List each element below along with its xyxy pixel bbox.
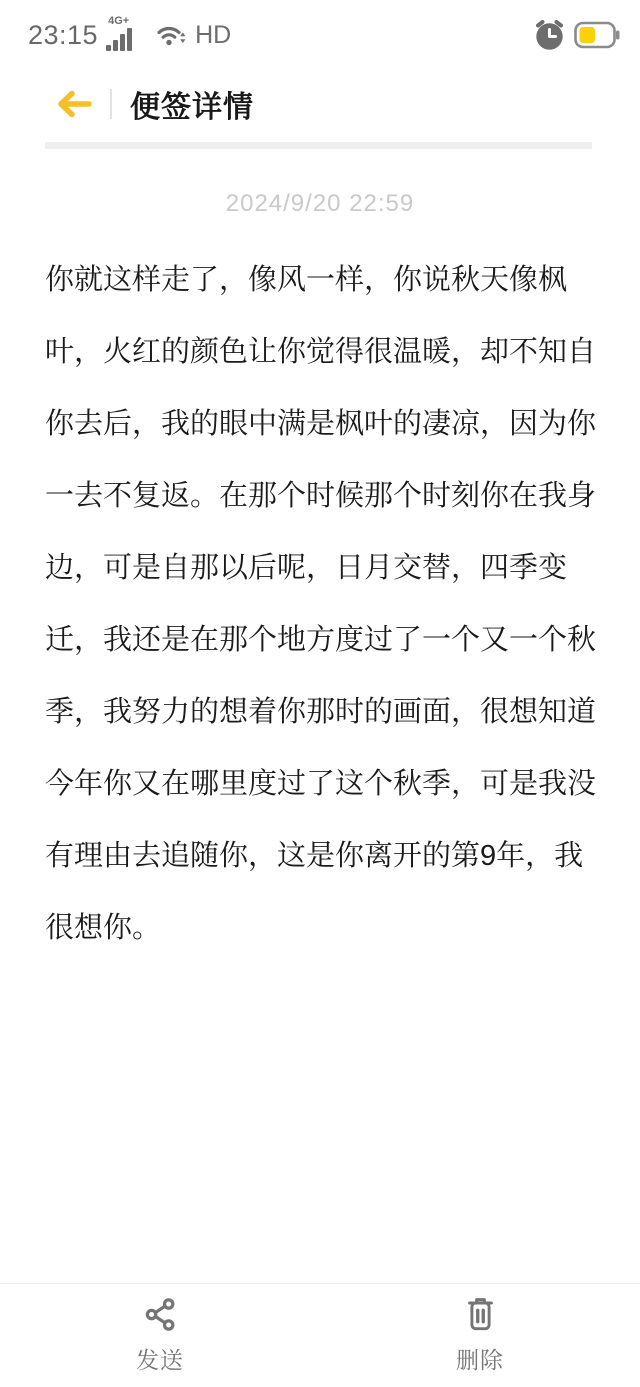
note-body[interactable] <box>45 244 605 964</box>
alarm-icon <box>532 19 567 52</box>
note-line: 迁，我还是在那个地方度过了一个又一个秋 <box>45 624 597 656</box>
note-line: 有理由去追随你，这是你离开的第9年，我 <box>45 840 584 872</box>
send-label: 发送 <box>136 1347 184 1373</box>
note-timestamp: 2024/9/20 22:59 <box>225 190 415 217</box>
note-line: 今年你又在哪里度过了这个秋季，可是我没 <box>45 768 597 800</box>
note-line: 叶，火红的颜色让你觉得很温暖，却不知自 <box>45 336 597 368</box>
back-arrow-icon <box>53 88 95 120</box>
status-bar-right <box>532 14 620 56</box>
header <box>0 82 640 126</box>
header-divider <box>110 89 112 119</box>
note-line: 一去不复返。在那个时候那个时刻你在我身 <box>45 480 597 512</box>
delete-button[interactable] <box>320 1284 640 1387</box>
share-icon <box>142 1296 179 1333</box>
back-button[interactable] <box>52 87 96 121</box>
status-bar <box>0 14 640 56</box>
page-title: 便签详情 <box>130 91 254 124</box>
network-type-label: 4G+ <box>108 15 130 27</box>
note-line: 边，可是自那以后呢，日月交替，四季变 <box>45 552 568 584</box>
clock-time: 23:15 <box>28 19 99 50</box>
note-line: 季，我努力的想着你那时的画面，很想知道 <box>45 696 597 728</box>
cellular-signal-icon <box>106 16 148 54</box>
bottom-toolbar <box>0 1283 640 1387</box>
header-underline-bar <box>45 142 592 149</box>
battery-icon <box>574 21 620 49</box>
delete-label: 删除 <box>456 1347 504 1373</box>
status-bar-left <box>28 14 231 56</box>
send-button[interactable] <box>0 1284 320 1387</box>
note-line: 很想你。 <box>45 912 162 944</box>
trash-icon <box>463 1296 498 1333</box>
hd-indicator: HD <box>195 20 232 49</box>
signal-bars-icon <box>106 28 132 51</box>
wifi-icon <box>156 22 187 49</box>
note-line: 你去后，我的眼中满是枫叶的凄凉，因为你 <box>45 408 597 440</box>
note-line: 你就这样走了，像风一样，你说秋天像枫 <box>45 264 568 296</box>
